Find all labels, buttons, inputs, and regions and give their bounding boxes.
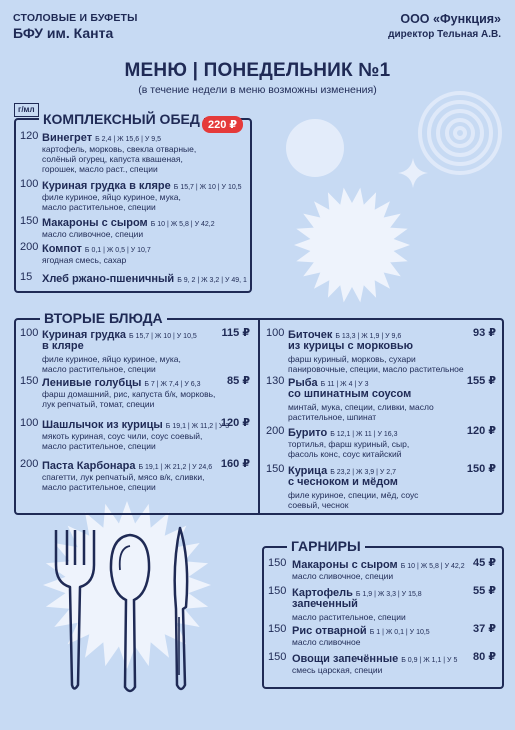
item-nutrition: Б 15,7 | Ж 10 | У 10,5 — [129, 333, 197, 340]
item-description: соевый, чеснок — [288, 500, 349, 510]
item-grams: 150 — [268, 557, 287, 569]
item-price: 160 ₽ — [220, 458, 250, 470]
item-description: масло растительное, специи — [42, 202, 156, 212]
item-nutrition: Б 0,1 | Ж 0,5 | У 10,7 — [84, 247, 151, 254]
main-dishes-title: ВТОРЫЕ БЛЮДА — [40, 310, 167, 326]
item-grams: 120 — [20, 130, 39, 142]
item-nutrition: Б 1 | Ж 0,1 | У 10,5 — [369, 629, 430, 636]
item-nutrition: Б 7 | Ж 7,4 | У 6,3 — [144, 381, 201, 388]
item-description: масло сливочное, специи — [42, 229, 144, 239]
item-nutrition: Б 0,9 | Ж 1,1 | У 5 — [401, 657, 458, 664]
item-description: масло растительное, специи — [292, 612, 406, 622]
item-grams: 15 — [20, 271, 33, 283]
item-description: масло растительное, специи — [42, 441, 156, 451]
item-description: филе куриное, специи, мёд, соус — [288, 490, 419, 500]
item-nutrition: Б 15,7 | Ж 10 | У 10,5 — [173, 184, 242, 191]
item-description: филе куриное, яйцо куриное, мука, — [42, 192, 181, 202]
director-name: директор Тельная А.В. — [388, 29, 501, 40]
item-nutrition: Б 2,4 | Ж 15,6 | У 9,5 — [95, 136, 161, 143]
item-grams: 150 — [266, 463, 285, 475]
item-nutrition: Б 13,3 | Ж 1,9 | У 9,6 — [335, 333, 402, 340]
item-description: фарш куриный, морковь, сухари — [288, 354, 416, 364]
item-price: 85 ₽ — [227, 375, 250, 387]
menu-item — [20, 460, 250, 520]
org-line-1: СТОЛОВЫЕ И БУФЕТЫ — [13, 12, 138, 24]
item-name-line-2: из курицы с морковью — [288, 340, 414, 352]
item-price: 150 ₽ — [466, 463, 496, 475]
main-dishes-divider — [258, 320, 260, 513]
item-name-text: Картофель — [292, 587, 353, 599]
item-name-text: Ленивые голубцы — [42, 377, 142, 389]
item-nutrition: Б 19,1 | Ж 11,2 | У 3 — [165, 423, 230, 430]
item-name — [42, 273, 247, 287]
item-nutrition: Б 1,9 | Ж 3,3 | У 15,8 — [355, 591, 422, 598]
item-description: фасоль конс, соус китайский — [288, 449, 402, 459]
item-price: 115 ₽ — [221, 327, 250, 339]
sides-title: ГАРНИРЫ — [287, 538, 365, 554]
item-name-text: Винегрет — [42, 132, 93, 144]
item-description: масло сливочное — [292, 637, 361, 647]
item-grams: 150 — [20, 375, 39, 387]
item-grams: 100 — [20, 417, 39, 429]
item-name-text: Овощи запечённые — [292, 653, 399, 665]
page-title: МЕНЮ | ПОНЕДЕЛЬНИК №1 — [124, 60, 391, 81]
sparkle-decoration — [398, 158, 428, 188]
item-price: 37 ₽ — [473, 623, 496, 635]
item-description: лук репчатый, томат, специи — [42, 399, 155, 409]
item-name-text: Куриная грудка в кляре — [42, 180, 171, 192]
knife-icon — [166, 525, 192, 695]
item-nutrition: Б 10 | Ж 5,8 | У 42,2 — [400, 563, 465, 570]
item-name-text: Рис отварной — [292, 625, 367, 637]
page-subtitle: (в течение недели в меню возможны изменения) — [138, 84, 377, 96]
item-description: солёный огурец, капуста квашеная, — [42, 154, 183, 164]
item-name-text: Курица — [288, 465, 328, 477]
item-name-text: Макароны с сыром — [42, 217, 148, 229]
item-description: масло растительное, специи — [42, 482, 156, 492]
organization-header — [13, 12, 138, 41]
item-description: минтай, мука, специи, сливки, масло — [288, 402, 434, 412]
combo-price-badge: 220 ₽ — [202, 116, 243, 133]
menu-item — [266, 465, 496, 525]
item-description: картофель, морковь, свекла отварные, — [42, 144, 197, 154]
item-nutrition: Б 12,1 | Ж 11 | У 16,3 — [330, 431, 398, 438]
item-nutrition: Б 11 | Ж 4 | У 3 — [320, 381, 369, 388]
item-name-line-2: со шпинатным соусом — [288, 388, 412, 400]
company-header — [388, 12, 501, 40]
item-description: спагетти, лук репчатый, мясо в/к, сливки, — [42, 472, 205, 482]
item-price: 80 ₽ — [473, 651, 496, 663]
item-nutrition: Б 19,1 | Ж 21,2 | У 24,6 — [138, 464, 213, 471]
item-description: ягодная смесь, сахар — [42, 255, 127, 265]
item-description: горошек, масло раст., специи — [42, 164, 158, 174]
item-name-text: Хлеб ржано-пшеничный — [42, 273, 175, 285]
item-description: мякоть куриная, соус чили, соус соевый, — [42, 431, 203, 441]
item-grams: 100 — [20, 178, 39, 190]
item-name-text: Компот — [42, 243, 82, 255]
item-name-text: Бурито — [288, 427, 328, 439]
item-name-text: Куриная грудка — [42, 329, 127, 341]
item-description: масло сливочное, специи — [292, 571, 394, 581]
item-grams: 150 — [268, 651, 287, 663]
item-nutrition: Б 10 | Ж 5,8 | У 42,2 — [150, 221, 215, 228]
item-price: 155 ₽ — [466, 375, 496, 387]
item-nutrition: Б 9, 2 | Ж 3,2 | У 49, 1 — [177, 277, 247, 284]
org-line-2: БФУ им. Канта — [13, 25, 114, 41]
item-name-line-2: в кляре — [42, 340, 84, 352]
item-price: 45 ₽ — [473, 557, 496, 569]
fork-icon — [48, 525, 98, 695]
item-grams: 100 — [266, 327, 285, 339]
item-description: панировочные, специи, масло растительное — [288, 364, 464, 374]
item-nutrition: Б 23,2 | Ж 3,9 | У 2,7 — [330, 469, 397, 476]
unit-label: г/мл — [14, 103, 39, 117]
menu-item — [268, 653, 496, 713]
item-name-text: Рыба — [288, 377, 318, 389]
item-description: филе куриное, яйцо куриное, мука, — [42, 354, 181, 364]
item-grams: 150 — [268, 623, 287, 635]
item-grams: 150 — [268, 585, 287, 597]
sunburst-decoration — [292, 185, 412, 305]
item-description: тортилья, фарш куриный, сыр, — [288, 439, 410, 449]
combo-title: КОМПЛЕКСНЫЙ ОБЕД — [39, 111, 204, 127]
company-name: ООО «Функция» — [400, 12, 501, 26]
circle-decoration — [285, 118, 345, 178]
item-name-line-2: с чесноком и мёдом — [288, 476, 398, 488]
item-price: 93 ₽ — [473, 327, 496, 339]
item-price: 120 ₽ — [220, 417, 250, 429]
item-grams: 200 — [266, 425, 285, 437]
item-description: масло растительное, специи — [42, 364, 156, 374]
item-description: фарш домашний, рис, капуста б/к, морковь, — [42, 389, 216, 399]
item-grams: 100 — [20, 327, 39, 339]
item-grams: 130 — [266, 375, 285, 387]
item-grams: 200 — [20, 241, 39, 253]
spiral-decoration — [415, 88, 505, 178]
item-name-text: Биточек — [288, 329, 333, 341]
item-grams: 150 — [20, 215, 39, 227]
item-description: смесь царская, специи — [292, 665, 383, 675]
item-name-text: Макароны с сыром — [292, 559, 398, 571]
item-grams: 200 — [20, 458, 39, 470]
item-name-line-2: запеченный — [292, 598, 358, 610]
item-name-text: Шашлычок из курицы — [42, 419, 163, 431]
item-description: растительное, шпинат — [288, 412, 377, 422]
item-price: 55 ₽ — [473, 585, 496, 597]
item-price: 120 ₽ — [466, 425, 496, 437]
spoon-icon — [106, 532, 154, 697]
item-name-text: Паста Карбонара — [42, 460, 136, 472]
